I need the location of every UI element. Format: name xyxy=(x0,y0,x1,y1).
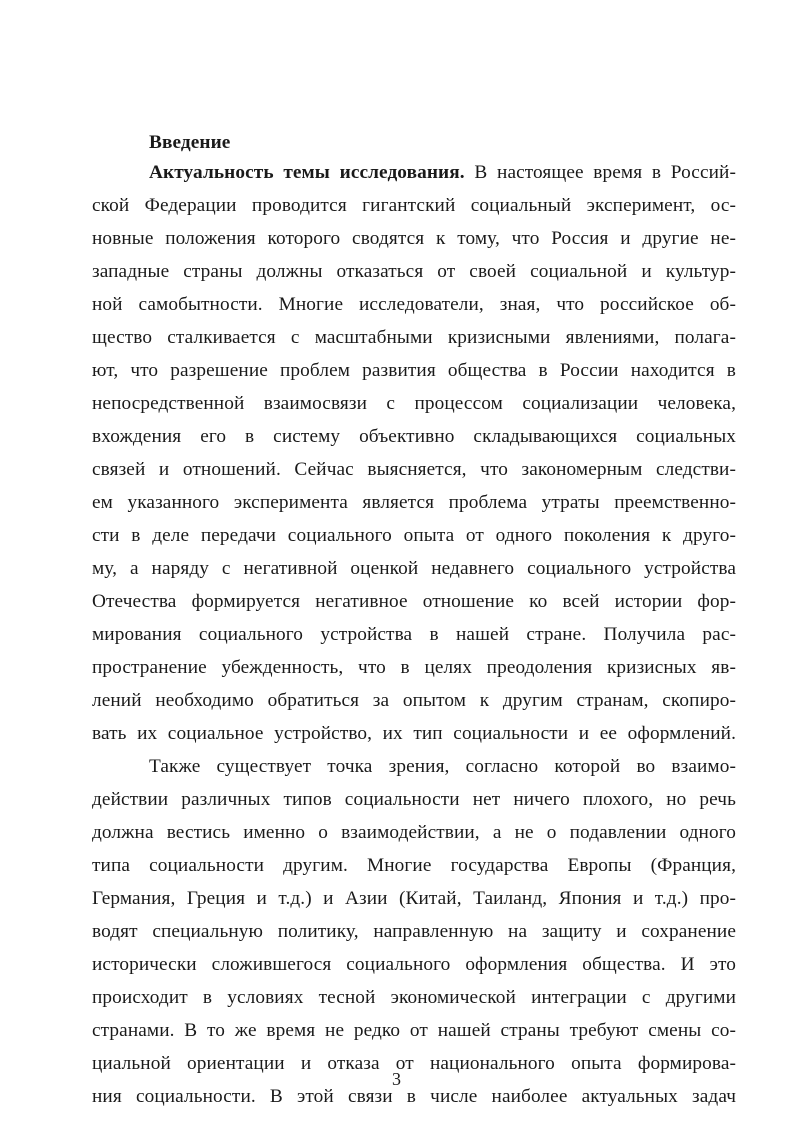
paragraph-2-line: ния социальности. В этой связи в числе наиболее актуальных задач xyxy=(92,1086,736,1107)
paragraph-1-line: ем указанного эксперимента является проблема утраты преемственно- xyxy=(92,492,736,513)
paragraph-2-line: Также существует точка зрения, согласно которой во взаимо- xyxy=(149,756,736,777)
paragraph-1-line: сти в деле передачи социального опыта от одного поколения к друго- xyxy=(92,525,736,546)
paragraph-1-line: непосредственной взаимосвязи с процессом социализации человека, xyxy=(92,393,736,414)
paragraph-2-line: циальной ориентации и отказа от национального опыта формирова- xyxy=(92,1053,736,1074)
paragraph-1-line: ют, что разрешение проблем развития общества в России находится в xyxy=(92,360,736,381)
paragraph-2-line: странами. В то же время не редко от нашей страны требуют смены со- xyxy=(92,1020,736,1041)
section-heading: Введение xyxy=(149,132,231,153)
paragraph-2-line: типа социальности другим. Многие государства Европы (Франция, xyxy=(92,855,736,876)
paragraph-1-line: вать их социальное устройство, их тип социальности и ее оформлений. xyxy=(92,723,736,744)
paragraph-2-line: действии различных типов социальности нет ничего плохого, но речь xyxy=(92,789,736,810)
paragraph-1-line: новные положения которого сводятся к тому, что Россия и другие не- xyxy=(92,228,736,249)
page-number: 3 xyxy=(391,1069,402,1089)
paragraph-2-line: Германия, Греция и т.д.) и Азии (Китай, Таиланд, Япония и т.д.) про- xyxy=(92,888,736,909)
paragraph-1-line: мирования социального устройства в нашей стране. Получила рас- xyxy=(92,624,736,645)
paragraph-1-line: му, а наряду с негативной оценкой недавнего социального устройства xyxy=(92,558,736,579)
paragraph-1-line: ной самобытности. Многие исследователи, зная, что российское об- xyxy=(92,294,736,315)
paragraph-1-line: пространение убежденность, что в целях преодоления кризисных яв- xyxy=(92,657,736,678)
paragraph-1-line: ской Федерации проводится гигантский социальный эксперимент, ос- xyxy=(92,195,736,216)
paragraph-2-line: исторически сложившегося социального оформления общества. И это xyxy=(92,954,736,975)
paragraph-1-line: Отечества формируется негативное отношение ко всей истории фор- xyxy=(92,591,736,612)
paragraph-1-line: щество сталкивается с масштабными кризисными явлениями, полага- xyxy=(92,327,736,348)
paragraph-1-line xyxy=(149,158,736,188)
paragraph-2-line: водят специальную политику, направленную на защиту и сохранение xyxy=(92,921,736,942)
paragraph-1-line: западные страны должны отказаться от своей социальной и культур- xyxy=(92,261,736,282)
paragraph-1-line: вхождения его в систему объективно складывающихся социальных xyxy=(92,426,736,447)
paragraph-2-line: происходит в условиях тесной экономической интеграции с другими xyxy=(92,987,736,1008)
paragraph-1-line-text: В настоящее время в Россий- xyxy=(464,162,736,183)
paragraph-2-line: должна вестись именно о взаимодействии, а не о подавлении одного xyxy=(92,822,736,843)
paragraph-1-line: лений необходимо обратиться за опытом к другим странам, скопиро- xyxy=(92,690,736,711)
paragraph-1-line: связей и отношений. Сейчас выясняется, что закономерным следстви- xyxy=(92,459,736,480)
paragraph-lead: Актуальность темы исследования. xyxy=(149,162,465,183)
